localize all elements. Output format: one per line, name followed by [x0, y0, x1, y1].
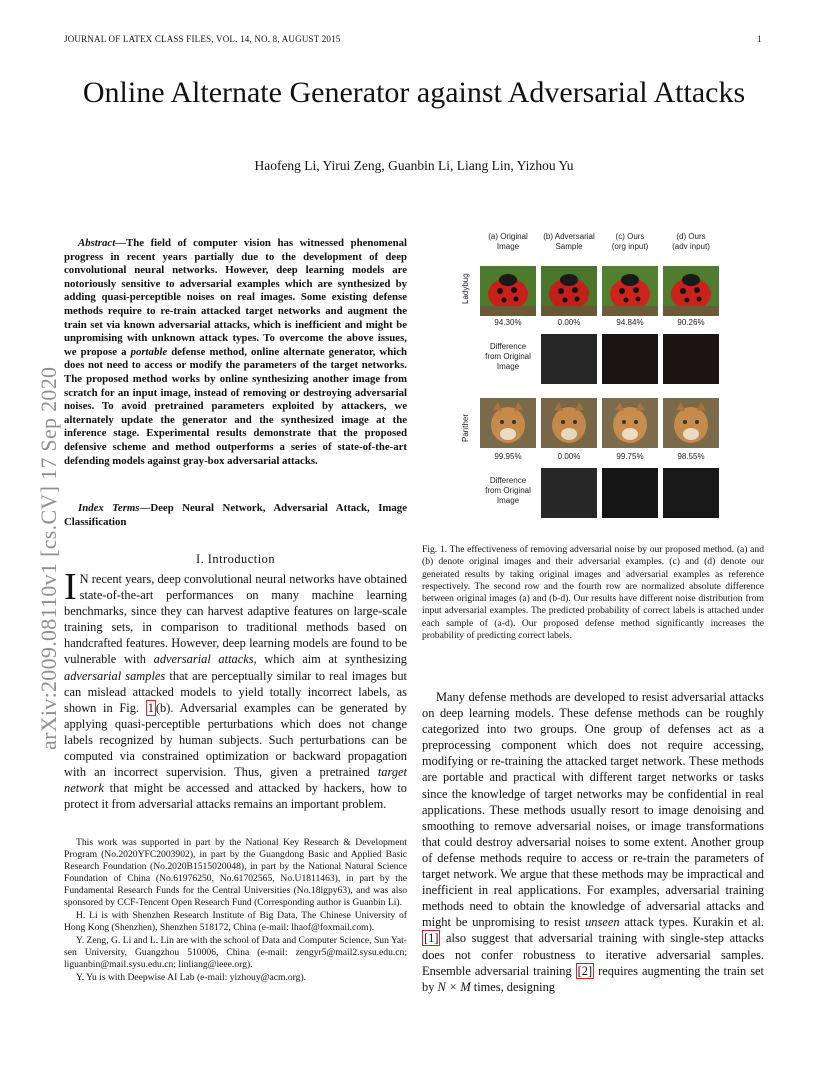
footnotes: [64, 837, 407, 985]
author-list: Haofeng Li, Yirui Zeng, Guanbin Li, Liang Lin, Yizhou Yu: [254, 158, 574, 173]
prob-label: 99.75%: [616, 452, 644, 461]
body-text: attack types. Kurakin et al.: [619, 915, 764, 930]
abstract: [64, 237, 407, 468]
index-terms-text: —Deep Neural Network, Adversarial Attack, Image Classification: [64, 502, 407, 528]
prob-label: 94.30%: [494, 318, 522, 327]
difference-map-adversarial: [541, 334, 597, 384]
paper-title: Online Alternate Generator against Adversarial Attacks: [82, 76, 746, 109]
figure-col-head: (c) Ours (org input): [611, 232, 649, 251]
figure-col-head: (b) Adversarial Sample: [543, 232, 595, 251]
panther-adversarial-image: [541, 398, 597, 448]
index-terms-label: Index Terms: [78, 502, 140, 514]
intro-paragraph: [64, 566, 408, 812]
abstract-text-2: defense method, online alternate generator, which does not need to access or modify the parameters of the target networks. The proposed method works by online synthesizing another image from scratch for an input image, instead of removing or destroying adversarial noises. To avoid pretrained parameters exploited by attackers, we alternately update the generator and the synthesized image at the inference stage. Experimental results demonstrate that the proposed defensive scheme and method outperforms a series of state-of-the-art defending models against gray-box adversarial attacks.: [64, 345, 407, 467]
figure-col-head: (a) Original Image: [488, 232, 528, 251]
difference-map-adversarial: [541, 468, 597, 518]
difference-label: Difference from Original Image: [485, 476, 531, 505]
intro-emph: target network: [64, 765, 407, 796]
panther-ours-org-image: [602, 398, 658, 448]
figure-caption: Fig. 1. The effectiveness of removing adversarial noise by our proposed method. (a) and (b) denote original images and their adversarial examples. (c) and (d) denote our generated results by taking original images and adversarial examples as reference respectively. The second row and the fourth row are normalized absolute difference between original images (a) and (b-d). Our results have different noise distribution from input adversarial examples. The predicted probability of correct labels is attached under each sample of (a-d). Our proposed defense method significantly increases the probability of predicting correct labels.: [422, 544, 764, 642]
footnote-affiliation: Y. Zeng, G. Li and L. Lin are with the school of Data and Computer Science, Sun Yat-sen University, Guangzhou 510006, China (e-mail: zengyr5@mail2.sysu.edu.cn; liguanbin@mail.sysu.edu.cn; linliang@ieee.org).: [64, 935, 408, 970]
difference-map-ours-org: [602, 334, 658, 384]
abstract-label: Abstract: [78, 237, 116, 249]
difference-map-ours-adv: [663, 334, 719, 384]
ladybug-adversarial-image: [541, 266, 597, 316]
intro-text: that might be accessed and attacked by hackers, how to protect it from adversarial attacks remains an important problem.: [64, 781, 407, 812]
prob-label: 99.95%: [494, 452, 522, 461]
figure-col-head: (d) Ours (adv input): [672, 232, 710, 251]
ladybug-ours-adv-image: [663, 266, 719, 316]
row-label-panther: Panther: [461, 413, 470, 442]
section-heading: I. Introduction: [195, 552, 276, 566]
footnote-affiliation: H. Li is with Shenzhen Research Institute of Big Data, The Chinese University of Hong Kong (Shenzhen), Shenzhen 518172, China (e-mail: lhaof@foxmail.com).: [64, 910, 407, 933]
math-expression: N × M: [437, 979, 471, 994]
intro-text: that are perceptually similar to real images but can mislead attacked models to yield totally incorrect labels, as shown in Fig.: [64, 668, 407, 715]
prob-label: 0.00%: [557, 318, 581, 327]
ladybug-ours-org-image: [602, 266, 658, 316]
body-text: requires augmenting the train set by: [422, 963, 764, 994]
prob-label: 0.00%: [557, 452, 581, 461]
prob-label: 90.26%: [677, 318, 705, 327]
page-number: 1: [757, 34, 762, 44]
difference-map-ours-adv: [663, 468, 719, 518]
prob-label: 94.84%: [616, 318, 644, 327]
citation-link[interactable]: [1]: [424, 931, 439, 946]
panther-original-image: [480, 398, 536, 448]
prob-label: 98.55%: [677, 452, 705, 461]
body-text: also suggest that adversarial training with single-step attacks does not confer robustness to iterative adversarial samples. Ensemble adversarial training: [422, 931, 764, 978]
body-emph: unseen: [585, 915, 620, 930]
running-head: JOURNAL OF LATEX CLASS FILES, VOL. 14, NO. 8, AUGUST 2015: [64, 34, 341, 44]
footnote-funding: This work was supported in part by the National Key Research & Development Program (No.2020YFC2003902), in part by the Guangdong Basic and Applied Basic Research Foundation (No.2020B1515020048), in part by the National Natural Science Foundation of China (No.61976250, No.61702565, No.U1811463), in part by the Fundamental Research Funds for the Central Universities (No.18lgpy63), and was also sponsored by CCF-Tencent Open Research Fund (Corresponding author is Guanbin Li).: [64, 837, 407, 908]
figure-ref-link[interactable]: 1: [147, 700, 154, 715]
body-text: Many defense methods are developed to resist adversarial attacks on deep learning models. These defense methods can be roughly categorized into two groups. One group of defenses act as a preprocessing component which does not require accessing, modifying or re-training the attacked target network. These methods are portable and practical with different target networks or tasks since the knowledge of target networks may be confidential in real applications. These methods usually resort to image denoising and smoothing to remove adversarial noises, or image transformations that could destroy adversarial noises to some extent. Another group of defense methods require to access or re-train the parameters of target network. We argue that these methods may be impractical and inefficient in real applications. For examples, adversarial training methods need to obtain the knowledge of adversarial attacks and might be unpromising to resist: [422, 690, 764, 930]
dropcap: I: [64, 566, 77, 608]
difference-map-ours-org: [602, 468, 658, 518]
row-label-ladybug: Ladybug: [461, 273, 470, 304]
body-text: times, designing: [470, 979, 555, 994]
right-column-paragraph: [422, 689, 764, 995]
figure-1: [455, 232, 755, 532]
abstract-portable: portable: [130, 345, 168, 358]
panther-ours-adv-image: [663, 398, 719, 448]
footnote-affiliation: Y. Yu is with Deepwise AI Lab (e-mail: yizhouy@acm.org).: [76, 972, 307, 983]
citation-link[interactable]: [2]: [577, 963, 593, 978]
difference-label: Difference from Original Image: [485, 342, 531, 371]
ladybug-original-image: [480, 266, 536, 316]
intro-emph: adversarial samples: [64, 668, 166, 683]
index-terms: [64, 502, 407, 529]
abstract-text-1: —The field of computer vision has witnessed phenomenal progress in recent years partially due to the development of deep convolutional neural networks. However, deep learning models are notoriously sensitive to adversarial examples which are synthesized by adding quasi-perceptible noises on real images. Some existing defense methods require to re-train attacked target networks and augment the train set via known adversarial attacks, which is inefficient and might be unpromising with unknown attack types. To overcome the above issues, we propose a: [64, 237, 407, 358]
intro-text: N recent years, deep convolutional neural networks have obtained state-of-the-art performances on many machine learning benchmarks, since they can harvest adaptive features on large-scale training sets, in comparison to traditional methods based on handcrafted features. However, deep learning models are found to be vulnerable with: [64, 572, 407, 667]
intro-text: , which aim at synthesizing: [253, 652, 408, 667]
arxiv-stamp: arXiv:2009.08110v1 [cs.CV] 17 Sep 2020: [36, 366, 61, 750]
intro-text: (b). Adversarial examples can be generated by applying quasi-perceptible perturbations which does not change labels recognized by human subjects. Such perturbations can be computed via constrained optimization or backward propagation with an incorrect supervision. Thus, given a pretrained: [64, 700, 407, 780]
intro-emph: adversarial attacks: [153, 652, 254, 667]
